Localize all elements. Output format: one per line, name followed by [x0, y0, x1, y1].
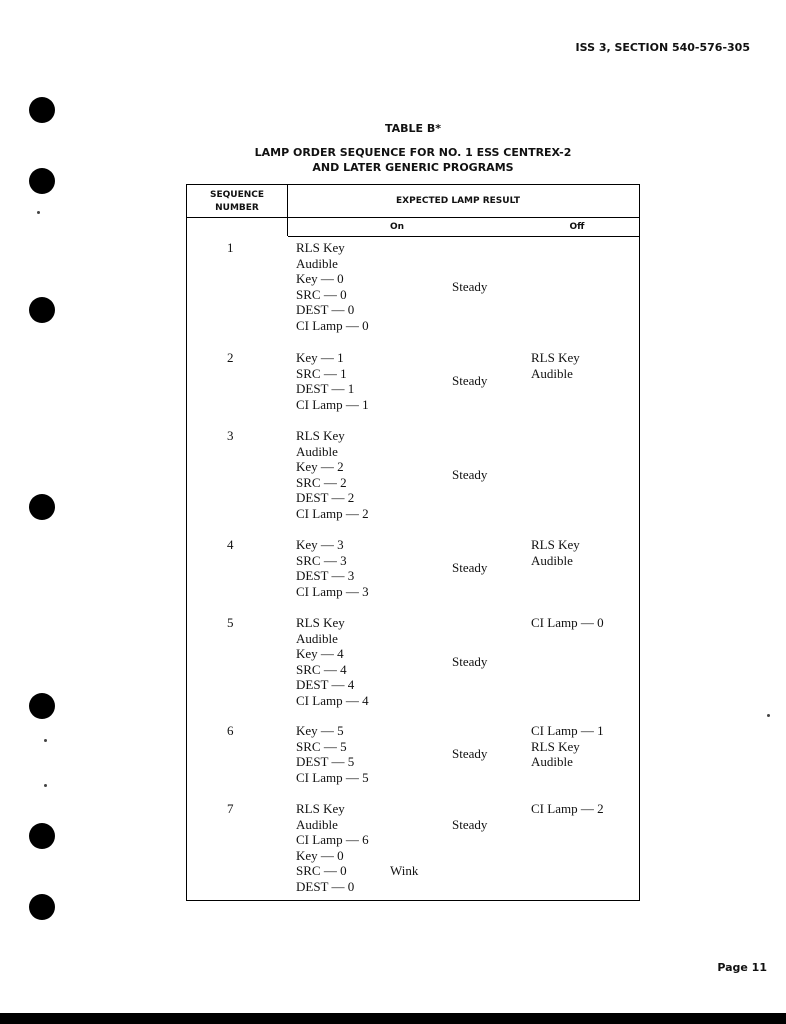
off-lamp-item: Audible	[531, 365, 573, 381]
lamp-state: Steady	[452, 560, 488, 576]
lamp-state: Wink	[390, 863, 419, 879]
on-lamp-item: Key — 2	[296, 459, 344, 475]
on-lamp-item: SRC — 5	[296, 738, 347, 754]
sequence-number: 1	[227, 240, 234, 255]
on-lamp-item: CI Lamp — 5	[296, 769, 369, 785]
on-lamp-item: Audible	[296, 816, 338, 832]
lamp-state: Steady	[452, 654, 488, 669]
off-lamp-item: CI Lamp — 2	[531, 801, 604, 816]
scan-speck	[44, 739, 47, 742]
on-lamp-item: CI Lamp — 3	[296, 583, 369, 599]
on-lamp-item: Key — 0	[296, 847, 344, 863]
on-lamp-item: CI Lamp — 2	[296, 506, 369, 521]
scan-edge	[0, 1013, 786, 1024]
sequence-number: 4	[227, 537, 234, 552]
off-lamp-item: RLS Key	[531, 350, 580, 365]
on-lamp-item: DEST — 3	[296, 568, 355, 584]
binder-hole	[29, 894, 55, 920]
on-lamp-item: Audible	[296, 443, 338, 459]
on-lamp-item: RLS Key	[296, 240, 345, 255]
binder-hole	[29, 97, 55, 123]
page-number: Page 11	[717, 961, 767, 974]
on-lamp-item: RLS Key	[296, 801, 345, 816]
table-title	[0, 145, 786, 175]
off-lamp-item: RLS Key	[531, 738, 580, 754]
off-lamp-item: Audible	[531, 754, 573, 770]
on-lamp-item: CI Lamp — 0	[296, 318, 369, 333]
expected-lamp-result-header: EXPECTED LAMP RESULT	[396, 196, 520, 206]
lamp-state: Steady	[452, 373, 488, 389]
table-title-line: AND LATER GENERIC PROGRAMS	[312, 161, 514, 174]
lamp-order-table	[186, 184, 640, 901]
on-lamp-item: Key — 3	[296, 537, 344, 552]
on-lamp-item: Key — 1	[296, 350, 344, 365]
sequence-number: 2	[227, 350, 234, 365]
scan-speck	[37, 211, 40, 214]
on-lamp-item: SRC — 0	[296, 863, 347, 879]
on-lamp-item: Key — 5	[296, 723, 344, 738]
header-line: SEQUENCE	[209, 190, 265, 200]
on-lamp-item: RLS Key	[296, 615, 345, 630]
sequence-number: 6	[227, 723, 234, 738]
scan-speck	[767, 714, 770, 717]
binder-hole	[29, 297, 55, 323]
table-title-line: LAMP ORDER SEQUENCE FOR NO. 1 ESS CENTREX-2	[254, 146, 572, 159]
off-lamp-item: RLS Key	[531, 537, 580, 552]
sequence-number: 5	[227, 615, 234, 630]
column-divider	[287, 185, 288, 236]
on-lamp-item: DEST — 2	[296, 490, 355, 506]
lamp-state: Steady	[452, 816, 488, 832]
lamp-state: Steady	[452, 746, 488, 762]
on-lamp-item: DEST — 1	[296, 381, 355, 397]
on-lamp-item: CI Lamp — 6	[296, 832, 369, 848]
on-lamp-item: SRC — 4	[296, 661, 347, 677]
on-lamp-item: CI Lamp — 1	[296, 396, 369, 412]
header-line: NUMBER	[215, 203, 259, 213]
off-header: Off	[569, 222, 585, 232]
off-lamp-item: Audible	[531, 552, 573, 568]
on-lamp-item: Key — 0	[296, 271, 344, 287]
binder-hole	[29, 494, 55, 520]
header-divider	[187, 217, 639, 218]
on-lamp-item: DEST — 0	[296, 302, 355, 318]
on-lamp-item: Key — 4	[296, 646, 344, 662]
binder-hole	[29, 693, 55, 719]
sequence-number: 3	[227, 428, 234, 443]
on-header: On	[389, 222, 405, 232]
table-label: TABLE B*	[384, 122, 442, 135]
on-lamp-item: DEST — 5	[296, 754, 355, 770]
on-lamp-item: RLS Key	[296, 428, 345, 443]
lamp-state: Steady	[452, 279, 488, 294]
off-lamp-item: CI Lamp — 1	[531, 723, 604, 738]
subheader-divider	[288, 236, 639, 237]
sequence-number: 7	[227, 801, 234, 816]
on-lamp-item: SRC — 0	[296, 286, 347, 302]
on-lamp-item: SRC — 1	[296, 365, 347, 381]
scan-speck	[44, 784, 47, 787]
on-lamp-item: SRC — 3	[296, 552, 347, 568]
on-lamp-item: SRC — 2	[296, 474, 347, 490]
page-header: ISS 3, SECTION 540-576-305	[575, 41, 750, 54]
binder-hole	[29, 823, 55, 849]
lamp-state: Steady	[452, 467, 488, 482]
sequence-number-header	[187, 189, 287, 215]
on-lamp-item: DEST — 4	[296, 677, 355, 693]
on-lamp-item: Audible	[296, 630, 338, 646]
off-lamp-item: CI Lamp — 0	[531, 615, 604, 630]
on-lamp-item: DEST — 0	[296, 879, 355, 894]
on-lamp-item: CI Lamp — 4	[296, 693, 369, 708]
on-lamp-item: Audible	[296, 255, 338, 271]
